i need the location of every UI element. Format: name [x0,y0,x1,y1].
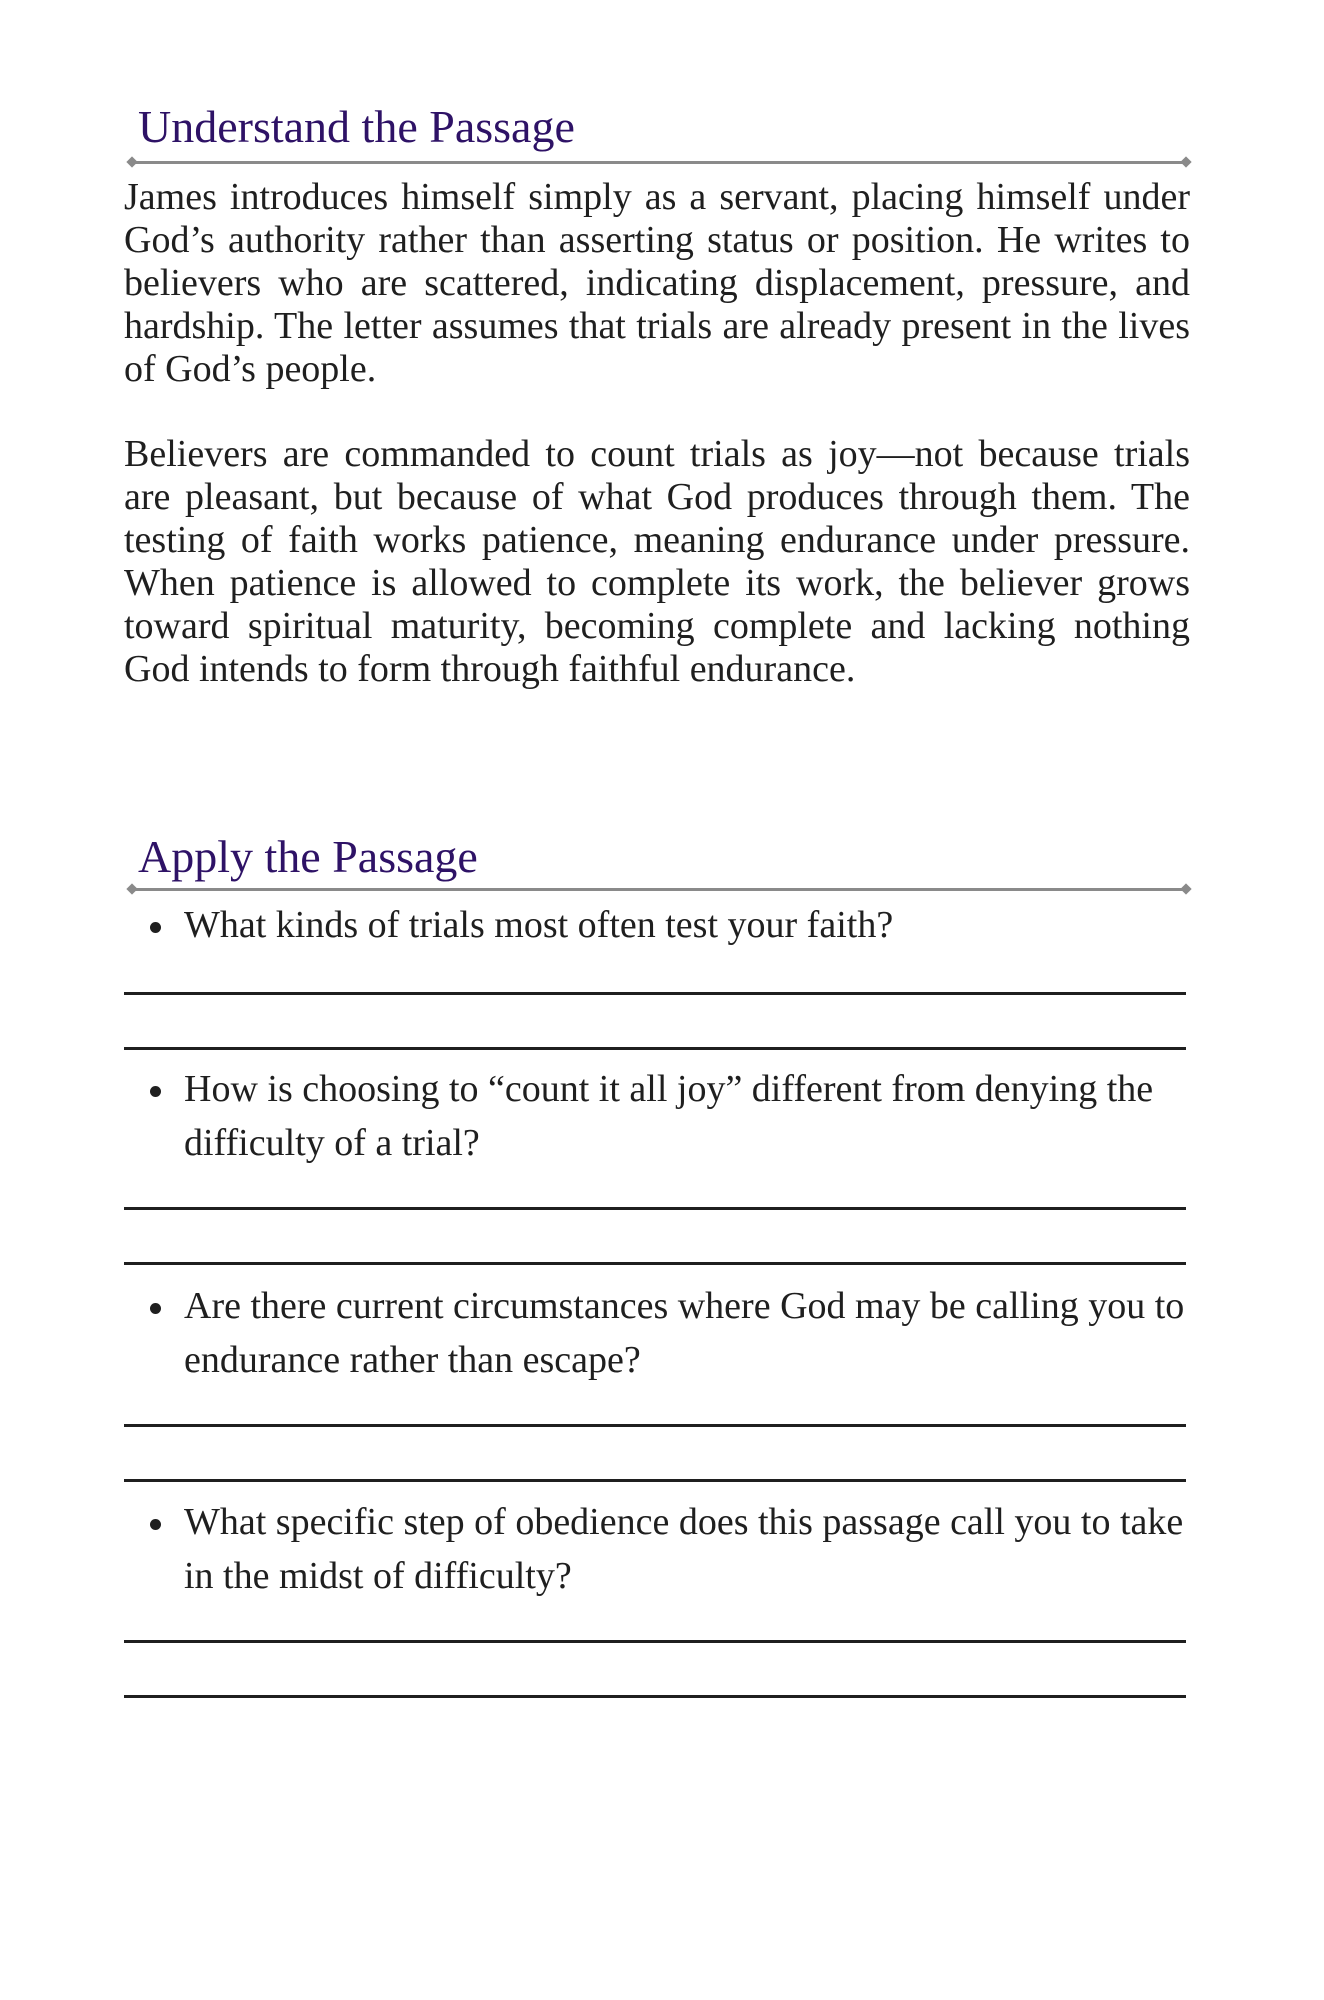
bullet-icon [150,1519,161,1530]
answer-line[interactable] [124,1695,1186,1698]
answer-line[interactable] [124,1479,1186,1482]
answer-line[interactable] [124,1047,1186,1050]
understand-paragraph-1: James introduces himself simply as a servant, placing himself under God’s authority rather than asserting status or position. He writes to believers who are scattered, indicating displacement, pressure, and hardship. The letter assumes that trials are already present in the lives of God’s people. [124,176,1190,390]
understand-paragraph-2: Believers are commanded to count trials as joy—not because trials are pleasant, but because of what God produces through them. The testing of faith works patience, meaning endurance under pressure. When patience is allowed to complete its work, the believer grows toward spiritual maturity, becoming complete and lacking nothing God intends to form through faithful endurance. [124,433,1190,690]
understand-divider [132,161,1186,164]
answer-line[interactable] [124,992,1186,995]
answer-line[interactable] [124,1640,1186,1643]
answer-line[interactable] [124,1207,1186,1210]
question-item [124,1062,1190,1170]
question-item [124,1279,1190,1387]
question-text: Are there current circumstances where God may be calling you to endurance rather than escape? [184,1285,1185,1381]
answer-line[interactable] [124,1424,1186,1427]
apply-heading: Apply the Passage [138,831,478,882]
answer-line[interactable] [124,1262,1186,1265]
bullet-icon [150,1303,161,1314]
bullet-icon [150,922,161,933]
question-text: How is choosing to “count it all joy” different from denying the difficulty of a trial? [184,1068,1154,1164]
question-item [124,898,1190,952]
question-item [124,1495,1190,1603]
understand-heading: Understand the Passage [138,101,575,152]
question-text: What specific step of obedience does this passage call you to take in the midst of difficulty? [184,1501,1184,1597]
question-text: What kinds of trials most often test your faith? [184,904,894,946]
apply-divider [132,888,1186,891]
bullet-icon [150,1086,161,1097]
